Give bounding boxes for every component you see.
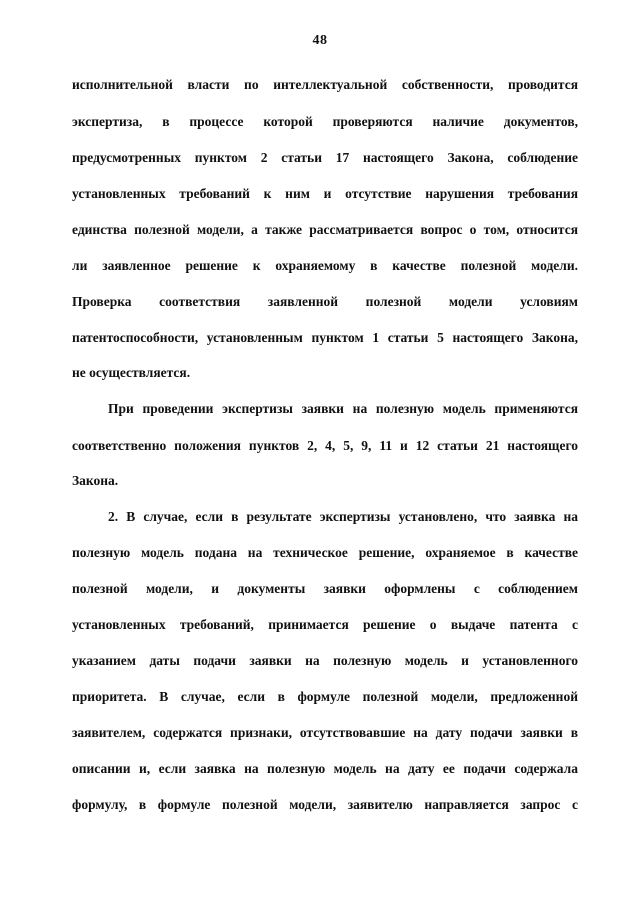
text-line: соответственно положения пунктов 2, 4, 5, 9, 11 и 12 статьи 21 настоящего (72, 438, 578, 453)
page-number: 48 (312, 33, 328, 48)
text-line: заявителем, содержатся признаки, отсутствовавшие на дату подачи заявки в (72, 725, 578, 740)
text-line: экспертиза, в процессе которой проверяются наличие документов, (72, 114, 578, 129)
text-line: 2. В случае, если в результате экспертизы установлено, что заявка на (108, 509, 578, 524)
text-line: установленных требований, принимается решение о выдаче патента с (72, 617, 578, 632)
text-line: формулу, в формуле полезной модели, заявителю направляется запрос с (72, 797, 578, 812)
text-line: патентоспособности, установленным пунктом 1 статьи 5 настоящего Закона, (72, 330, 578, 345)
text-line: полезную модель подана на техническое решение, охраняемое в качестве (72, 545, 578, 560)
text-line: исполнительной власти по интеллектуальной собственности, проводится (72, 77, 578, 92)
text-line: не осуществляется. (72, 365, 191, 380)
text-line: Закона. (72, 473, 119, 488)
text-line: При проведении экспертизы заявки на полезную модель применяются (108, 401, 578, 416)
text-line: Проверка соответствия заявленной полезной модели условиям (72, 294, 578, 309)
text-line: предусмотренных пунктом 2 статьи 17 настоящего Закона, соблюдение (72, 150, 578, 165)
text-line: полезной модели, и документы заявки оформлены с соблюдением (72, 581, 578, 596)
text-line: описании и, если заявка на полезную модель на дату ее подачи содержала (72, 761, 578, 776)
text-line: ли заявленное решение к охраняемому в качестве полезной модели. (72, 258, 578, 273)
text-line: установленных требований к ним и отсутствие нарушения требования (72, 186, 578, 201)
text-line: указанием даты подачи заявки на полезную модель и установленного (72, 653, 578, 668)
text-line: единства полезной модели, а также рассматривается вопрос о том, относится (72, 222, 578, 237)
text-line: приоритета. В случае, если в формуле полезной модели, предложенной (72, 689, 578, 704)
